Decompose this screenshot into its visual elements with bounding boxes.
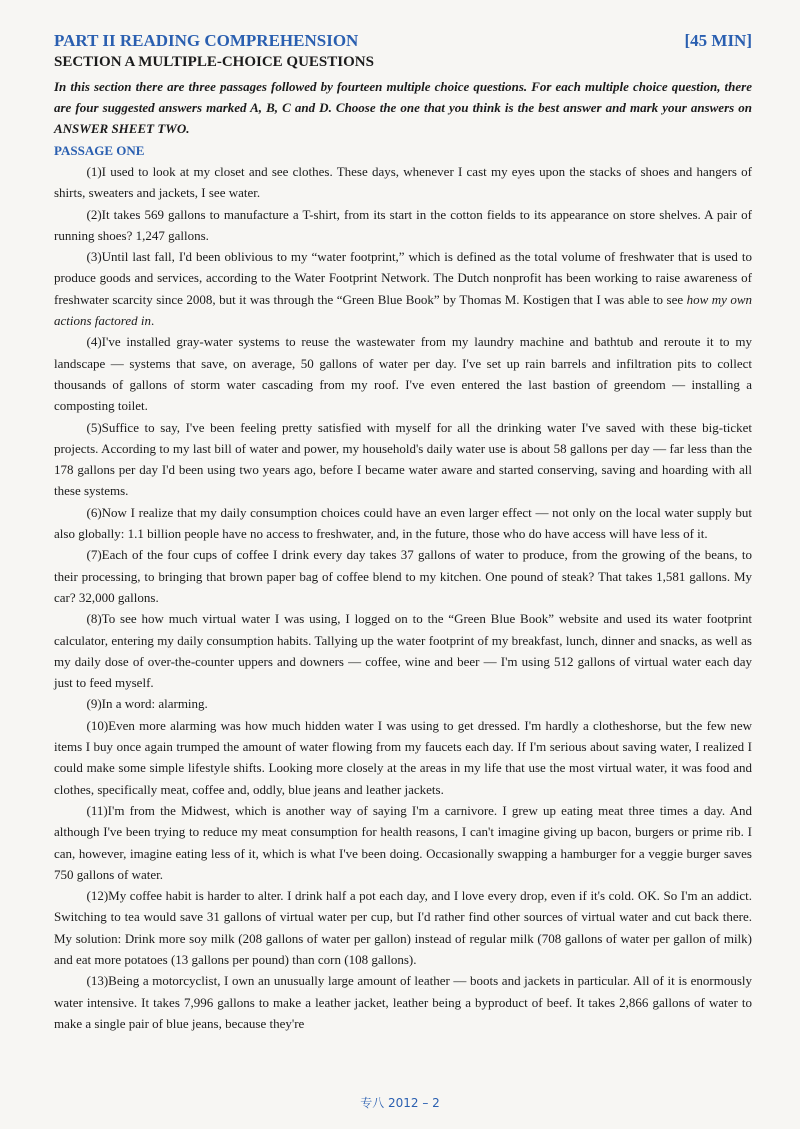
paragraph-8: (8)To see how much virtual water I was using, I logged on to the “Green Blue Book” website and used its water footprint calculator, entering my daily consumption habits. Tallying up the water footprint of my breakfast, lunch, dinner and snacks, as well as my daily dose of over-the-counter uppers and downers — coffee, wine and beer — I'm using 512 gallons of virtual water each day just to feed myself. xyxy=(54,611,752,691)
passage-title: PASSAGE ONE xyxy=(54,143,145,158)
paragraph-5: (5)Suffice to say, I've been feeling pretty satisfied with myself for all the drinking water I've saved with these big-ticket projects. According to my last bill of water and power, my household's daily water use is about 58 gallons per day — far less than the 178 gallons per day I'd been using two years ago, before I became water aware and started conserving, saving and hoarding with all these systems. xyxy=(54,419,752,499)
page-footer: 专八 2012 – 2 xyxy=(360,1096,440,1110)
paragraph-11: (11)I'm from the Midwest, which is another way of saying I'm a carnivore. I grew up eating meat three times a day. And although I've been trying to reduce my meat consumption for health reasons, I can't imagine giving up bacon, burgers or prime rib. I can, however, imagine eating less of it, which is what I've been doing. Occasionally swapping a hamburger for a veggie burger saves 750 gallons of water. xyxy=(54,802,752,882)
paragraph-2: (2)It takes 569 gallons to manufacture a T-shirt, from its start in the cotton fields to its appearance on store shelves. A pair of running shoes? 1,247 gallons. xyxy=(54,206,752,243)
paragraph-3 xyxy=(54,246,752,331)
instructions: In this section there are three passages followed by fourteen multiple choice questions. For each multiple choice question, there are four suggested answers marked A, B, C and D. Choose the one that you think is the best answer and mark your answers on ANSWER SHEET TWO. xyxy=(54,79,752,136)
part-header xyxy=(54,30,752,52)
paragraph-9: (9)In a word: alarming. xyxy=(86,696,208,712)
part-title: PART II READING COMPREHENSION xyxy=(54,31,359,50)
paragraph-10: (10)Even more alarming was how much hidden water I was using to get dressed. I'm hardly a clotheshorse, but the few new items I buy once again trumped the amount of water flowing from my faucets each day. If I'm serious about saving water, I realized I could make some simple lifestyle shifts. Looking more closely at the areas in my life that use the most virtual water, it was food and clothes, specifically meat, coffee and, oddly, blue jeans and leather jackets. xyxy=(54,717,752,797)
paragraph-4: (4)I've installed gray-water systems to reuse the wastewater from my laundry machine and bathtub and reroute it to my landscape — systems that save, on average, 50 gallons of water per day. I've set up rain barrels and infiltration pits to collect thousands of gallons of storm water cascading from my roof. I've even entered the last bastion of greendom — installing a composting toilet. xyxy=(54,334,752,414)
paragraph-13: (13)Being a motorcyclist, I own an unusually large amount of leather — boots and jackets in particular. All of it is enormously water intensive. It takes 7,996 gallons to make a leather jacket, leather being a byproduct of beef. It takes 2,866 gallons of water to make a single pair of blue jeans, because they're xyxy=(54,973,752,1031)
paragraph-1: (1)I used to look at my closet and see clothes. These days, whenever I cast my eyes upon the stacks of shoes and hangers of shirts, sweaters and jackets, I see water. xyxy=(54,164,752,201)
paragraph-3-italic: how my own actions factored in xyxy=(54,291,752,329)
time-limit: [45 MIN] xyxy=(684,31,752,50)
paragraph-6: (6)Now I realize that my daily consumption choices could have an even larger effect — not only on the local water supply but also globally: 1.1 billion people have no access to freshwater, and, in the future, those who do have access will have less of it. xyxy=(54,504,752,542)
paragraph-3-end: . xyxy=(151,313,155,329)
paragraph-7: (7)Each of the four cups of coffee I drink every day takes 37 gallons of water to produce, from the growing of the beans, to their processing, to bringing that brown paper bag of coffee blend to my kitchen. One pound of steak? That takes 1,581 gallons. My car? 32,000 gallons. xyxy=(54,547,752,605)
section-title: SECTION A MULTIPLE-CHOICE QUESTIONS xyxy=(54,54,374,70)
paragraph-12: (12)My coffee habit is harder to alter. I drink half a pot each day, and I love every drop, even if it's cold. OK. So I'm an addict. Switching to tea would save 31 gallons of virtual water per cup, but I'd rather find other sources of virtual water and cut back there. My solution: Drink more soy milk (208 gallons of water per gallon) instead of regular milk (708 gallons of water per gallon of milk) and eat more potatoes (13 gallons per pound) than corn (108 gallons). xyxy=(54,888,752,967)
paragraph-3-text: (3)Until last fall, I'd been oblivious to my “water footprint,” which is defined as the total volume of freshwater that is used to produce goods and services, according to the Water Footprint Network. The Dutch nonprofit has been working to raise awareness of freshwater scarcity since 2008, but it was through the “Green Blue Book” by Thomas M. Kostigen that I was able to see xyxy=(54,249,752,307)
